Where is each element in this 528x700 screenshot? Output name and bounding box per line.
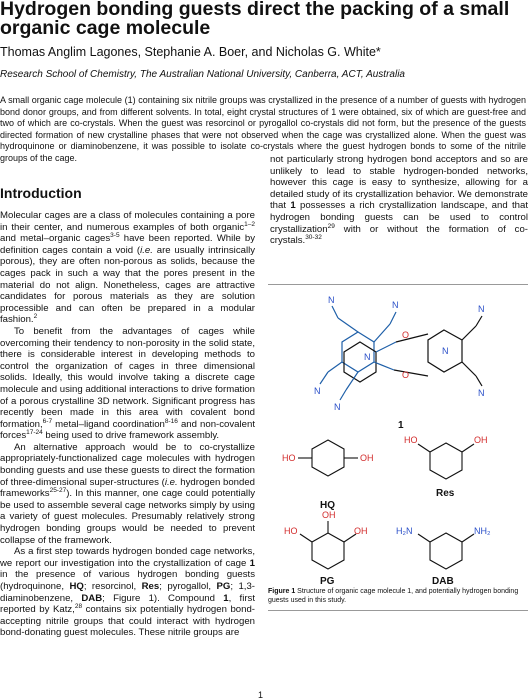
svg-text:OH: OH [360,453,374,463]
svg-text:N: N [478,304,485,314]
cage-molecule [320,306,482,400]
intro-paragraph-2: To benefit from the advantages of cages while overcoming their tendency to non-porosity in the solid state, there is considerable interest in developing methods to control the organization of cages in three dimensional solids. Ideally, this would involve taking a discrete cage molecule and using additional interactions to drive formation of a porous crystalline 3D network. Significant progress has recently been made in this area with covalent bond formation,$^{6-7}$ metal–ligand coordination$^{8-16}$ and non-covalent forces$^{17-24}$ being used to drive framework assembly. [0,325,255,442]
left-column [0,185,255,639]
svg-text:N: N [478,388,485,398]
figure-bottom-rule [268,610,528,611]
page-number: 1 [258,690,264,700]
svg-text:OH: OH [322,510,336,520]
svg-text:N: N [364,352,371,362]
res-structure [418,443,474,479]
figure-1 [268,288,528,588]
svg-text:N: N [314,386,321,396]
intro-paragraph-4: As a first step towards hydrogen bonded cage networks, we report our investigation into the crystallization of cage 1 in the presence of various hydrogen bonding guests (hydroquinone, HQ; resorcinol, Res; pyrogallol, PG; 1,3-diaminobenzene, DAB; Figure 1). Compound 1, first reported by Katz,$^{28}$ contains six potentially hydrogen bond-accepting nitrile groups that could interact with hydrogen bond-donating guest molecules. These nitrile groups are [0,546,255,639]
dab-label: DAB [432,576,454,587]
pg-structure [300,521,356,569]
svg-text:OH: OH [354,526,368,536]
svg-text:H₂N: H₂N [396,526,413,536]
svg-text:N: N [442,346,449,356]
svg-text:NH₂: NH₂ [474,526,491,536]
affiliation: Research School of Chemistry, The Australian National University, Canberra, ACT, Australia [0,69,405,80]
svg-text:N: N [328,295,335,305]
paper-title: Hydrogen bonding guests direct the packing of a small organic cage molecule [0,0,510,39]
hq-atom-labels [282,453,374,463]
svg-text:HO: HO [404,435,418,445]
chemical-structures-svg [268,288,528,588]
svg-text:N: N [392,300,399,310]
intro-paragraph-3: An alternative approach would be to co-crystallize appropriately-functionalized cage molecules with hydrogen bonding guests and use these guests to direct the formation of three-dimensional super-structures (i.e. hydrogen bonded frameworks$^{25-27}$). In this manner, one cage could potentially be used to assemble several cage networks simply by using a variety of guest molecules. Presumably relatively strong hydrogen bonding groups would be needed to prevent collapse of the framework. [0,441,255,546]
abstract: A small organic cage molecule (1) containing six nitrile groups was crystallized in the presence of a number of guests with hydrogen bond donor groups, and from different solvents. In total, eight crystal structures of 1 were obtained, six of which are guest-free and two of which are co-crystals. When the guest was resorcinol or pyrogallol co-crystals did not form, but the presence of the guests directed formation of new crystalline phases that were not observed when the cage was crystallized alone. When the guest was hydroquinone or diaminobenzene, it was possible to isolate co-crystals where the guest hydrogen bonds to some of the nitrile groups of the cage. [0,95,526,163]
svg-text:HO: HO [284,526,298,536]
svg-text:O: O [402,370,410,380]
hq-structure [298,440,358,476]
svg-text:N: N [334,402,341,412]
res-label: Res [436,488,455,499]
right-column-paragraph: not particularly strong hydrogen bond acceptors and so are unlikely to lead to stable hydrogen-bonded networks, however this cage is easy to synthesize, allowing for a detailed study of its crystallization behavior. We demonstrate that 1 possesses a rich crystallization landscape, and that hydrogen bonding guests can be used to control crystallization$^{29}$ with or without the formation of co-crystals.$^{30-32}$ [270,154,528,247]
cage-label: 1 [398,420,404,431]
figure-top-rule [268,284,528,285]
intro-paragraph-1: Molecular cages are a class of molecules containing a pore in their center, and numerous examples of both organic$^{1-2}$ and metal–organic cages$^{3-5}$ have been reported. While by definition cages contain a void (i.e. are usually intrinsically porous), they are often non-porous as solids, because the cages pack in such a way that the pores present in the material do not align. Nonetheless, cages are attractive candidates for porous materials as they are solution processible and can often be prepared in a modular fashion.$^2$ [0,210,256,326]
figure-caption: Figure 1 Structure of organic cage molecule 1, and potentially hydrogen bonding guests used in this study. [268,588,519,604]
section-heading-introduction: Introduction [0,185,82,201]
svg-text:OH: OH [474,435,488,445]
svg-text:O: O [402,330,410,340]
cage-atom-labels [314,295,485,412]
dab-structure [418,533,474,569]
hq-label: HQ [320,500,335,511]
author-list: Thomas Anglim Lagones, Stephanie A. Boer, and Nicholas G. White* [0,45,381,59]
svg-text:HO: HO [282,453,296,463]
pg-label: PG [320,576,335,587]
pg-atom-labels [284,510,368,536]
